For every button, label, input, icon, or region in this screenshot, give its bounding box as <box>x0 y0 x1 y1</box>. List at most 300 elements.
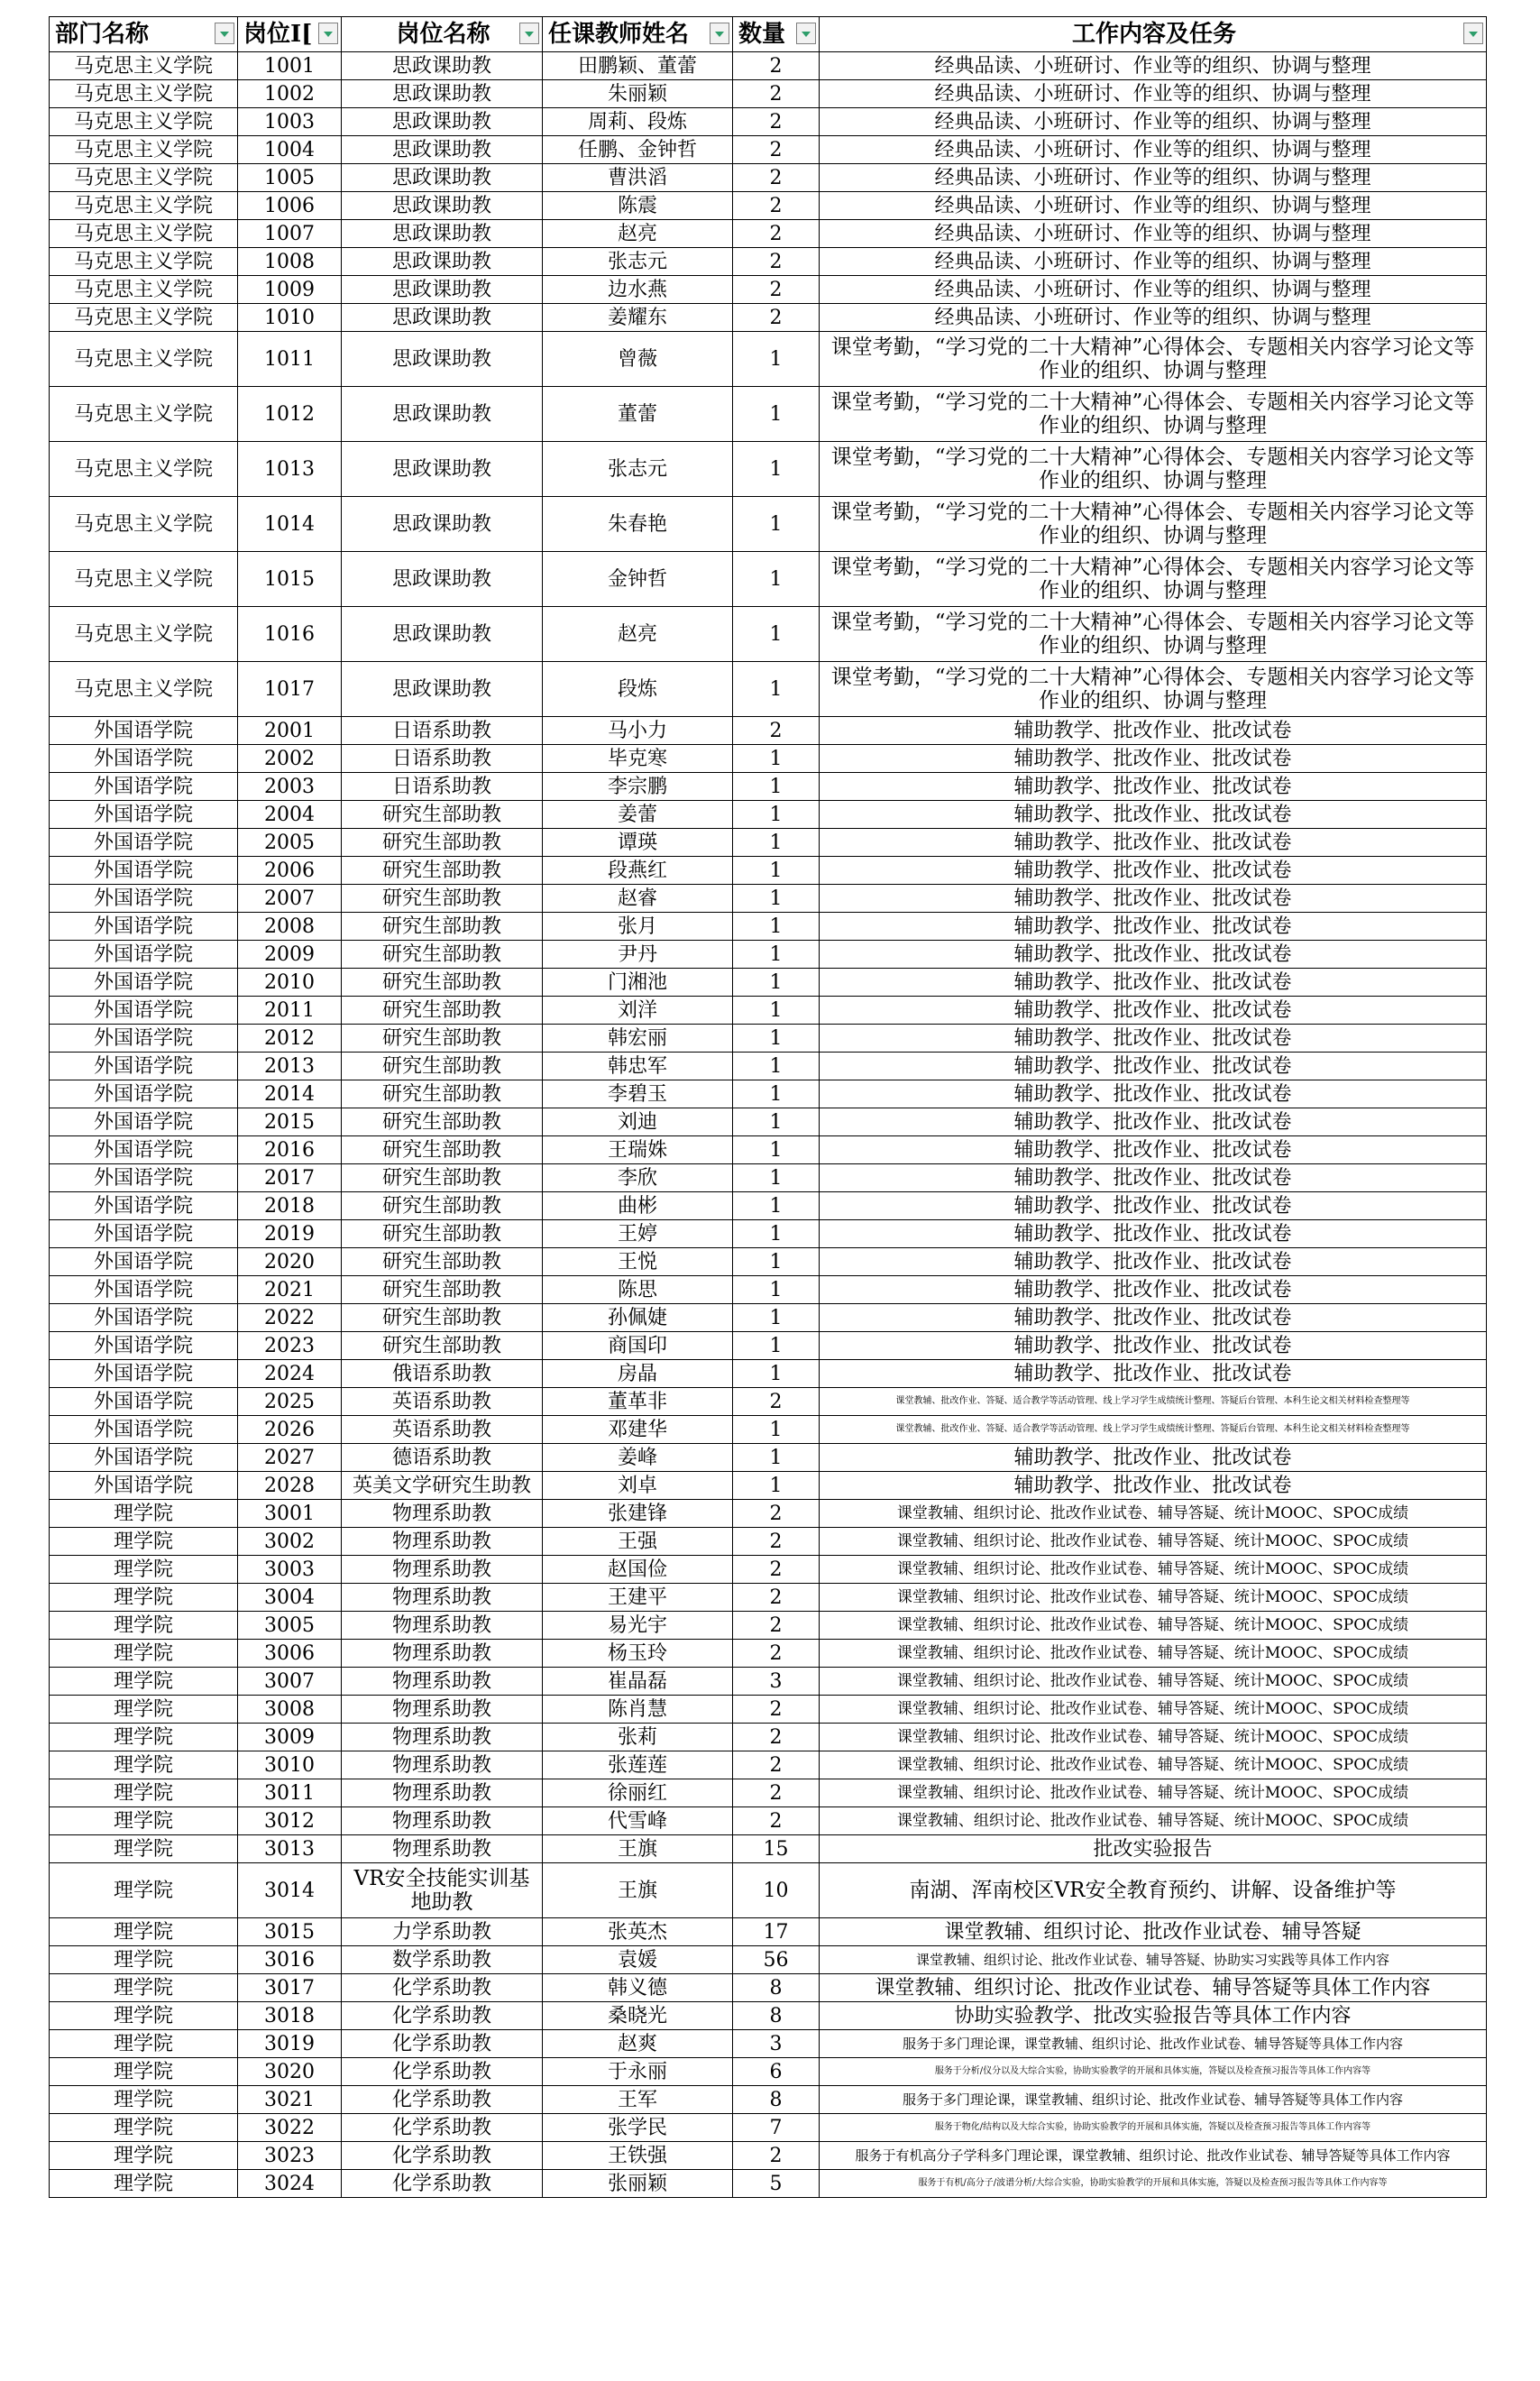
cell-post[interactable]: 研究生部助教 <box>342 1332 543 1360</box>
cell-id[interactable]: 2027 <box>238 1444 342 1472</box>
cell-count[interactable]: 2 <box>733 1640 820 1668</box>
cell-dept[interactable]: 理学院 <box>50 1807 238 1835</box>
cell-teacher[interactable]: 姜峰 <box>543 1444 733 1472</box>
cell-id[interactable]: 2021 <box>238 1276 342 1304</box>
cell-teacher[interactable]: 张月 <box>543 913 733 941</box>
cell-teacher[interactable]: 代雪峰 <box>543 1807 733 1835</box>
cell-count[interactable]: 1 <box>733 1472 820 1500</box>
cell-post[interactable]: 思政课助教 <box>342 276 543 304</box>
cell-content[interactable]: 课堂考勤，“学习党的二十大精神”心得体会、专题相关内容学习论文等作业的组织、协调与整理 <box>820 662 1487 717</box>
cell-count[interactable]: 1 <box>733 1080 820 1108</box>
cell-post[interactable]: 思政课助教 <box>342 304 543 332</box>
cell-post[interactable]: 化学系助教 <box>342 2114 543 2142</box>
cell-dept[interactable]: 理学院 <box>50 2058 238 2086</box>
cell-dept[interactable]: 马克思主义学院 <box>50 552 238 607</box>
cell-dept[interactable]: 马克思主义学院 <box>50 220 238 248</box>
cell-teacher[interactable]: 韩宏丽 <box>543 1025 733 1053</box>
cell-post[interactable]: 思政课助教 <box>342 248 543 276</box>
cell-id[interactable]: 2005 <box>238 829 342 857</box>
cell-count[interactable]: 1 <box>733 1276 820 1304</box>
cell-count[interactable]: 2 <box>733 164 820 192</box>
cell-id[interactable]: 3007 <box>238 1668 342 1696</box>
cell-post[interactable]: 研究生部助教 <box>342 1192 543 1220</box>
cell-count[interactable]: 1 <box>733 941 820 969</box>
cell-post[interactable]: 思政课助教 <box>342 387 543 442</box>
cell-post[interactable]: 日语系助教 <box>342 745 543 773</box>
cell-id[interactable]: 1001 <box>238 52 342 80</box>
cell-dept[interactable]: 马克思主义学院 <box>50 387 238 442</box>
cell-id[interactable]: 3021 <box>238 2086 342 2114</box>
cell-post[interactable]: 化学系助教 <box>342 2030 543 2058</box>
cell-dept[interactable]: 外国语学院 <box>50 1053 238 1080</box>
cell-id[interactable]: 3004 <box>238 1584 342 1612</box>
cell-content[interactable]: 课堂教辅、组织讨论、批改作业试卷、辅导答疑、统计MOOC、SPOC成绩 <box>820 1556 1487 1584</box>
cell-dept[interactable]: 外国语学院 <box>50 1276 238 1304</box>
cell-teacher[interactable]: 门湘池 <box>543 969 733 997</box>
cell-id[interactable]: 3017 <box>238 1974 342 2002</box>
cell-id[interactable]: 3012 <box>238 1807 342 1835</box>
cell-post[interactable]: 研究生部助教 <box>342 1108 543 1136</box>
cell-content[interactable]: 课堂考勤，“学习党的二十大精神”心得体会、专题相关内容学习论文等作业的组织、协调与整理 <box>820 387 1487 442</box>
cell-count[interactable]: 2 <box>733 1612 820 1640</box>
cell-teacher[interactable]: 王婷 <box>543 1220 733 1248</box>
filter-dropdown-icon[interactable] <box>710 23 729 44</box>
cell-dept[interactable]: 马克思主义学院 <box>50 497 238 552</box>
cell-post[interactable]: 思政课助教 <box>342 332 543 387</box>
cell-id[interactable]: 2019 <box>238 1220 342 1248</box>
cell-count[interactable]: 2 <box>733 717 820 745</box>
cell-post[interactable]: 研究生部助教 <box>342 1220 543 1248</box>
cell-content[interactable]: 辅助教学、批改作业、批改试卷 <box>820 1444 1487 1472</box>
cell-count[interactable]: 2 <box>733 2142 820 2170</box>
cell-dept[interactable]: 外国语学院 <box>50 829 238 857</box>
cell-dept[interactable]: 外国语学院 <box>50 1136 238 1164</box>
cell-count[interactable]: 2 <box>733 1500 820 1528</box>
cell-count[interactable]: 2 <box>733 1388 820 1416</box>
cell-dept[interactable]: 理学院 <box>50 1528 238 1556</box>
cell-dept[interactable]: 外国语学院 <box>50 1444 238 1472</box>
cell-post[interactable]: 研究生部助教 <box>342 1053 543 1080</box>
cell-id[interactable]: 1016 <box>238 607 342 662</box>
cell-id[interactable]: 3023 <box>238 2142 342 2170</box>
cell-id[interactable]: 3003 <box>238 1556 342 1584</box>
cell-teacher[interactable]: 易光宇 <box>543 1612 733 1640</box>
cell-content[interactable]: 服务于有机/高分子/波谱分析/大综合实验，协助实验教学的开展和具体实施，答疑以及检查预习报告等具体工作内容等 <box>820 2170 1487 2198</box>
cell-content[interactable]: 辅助教学、批改作业、批改试卷 <box>820 1164 1487 1192</box>
cell-content[interactable]: 服务于物化/结构以及大综合实验，协助实验教学的开展和具体实施，答疑以及检查预习报告等具体工作内容等 <box>820 2114 1487 2142</box>
cell-post[interactable]: 研究生部助教 <box>342 885 543 913</box>
cell-content[interactable]: 辅助教学、批改作业、批改试卷 <box>820 1025 1487 1053</box>
cell-post[interactable]: 物理系助教 <box>342 1612 543 1640</box>
cell-teacher[interactable]: 王建平 <box>543 1584 733 1612</box>
cell-dept[interactable]: 外国语学院 <box>50 941 238 969</box>
cell-dept[interactable]: 外国语学院 <box>50 1080 238 1108</box>
cell-teacher[interactable]: 韩义德 <box>543 1974 733 2002</box>
cell-content[interactable]: 课堂考勤，“学习党的二十大精神”心得体会、专题相关内容学习论文等作业的组织、协调与整理 <box>820 607 1487 662</box>
cell-post[interactable]: 物理系助教 <box>342 1779 543 1807</box>
cell-dept[interactable]: 外国语学院 <box>50 1360 238 1388</box>
cell-content[interactable]: 辅助教学、批改作业、批改试卷 <box>820 745 1487 773</box>
cell-teacher[interactable]: 曾薇 <box>543 332 733 387</box>
cell-teacher[interactable]: 毕克寒 <box>543 745 733 773</box>
cell-teacher[interactable]: 马小力 <box>543 717 733 745</box>
cell-teacher[interactable]: 尹丹 <box>543 941 733 969</box>
cell-content[interactable]: 课堂教辅、组织讨论、批改作业试卷、辅导答疑、统计MOOC、SPOC成绩 <box>820 1724 1487 1751</box>
cell-post[interactable]: 思政课助教 <box>342 662 543 717</box>
cell-content[interactable]: 辅助教学、批改作业、批改试卷 <box>820 1304 1487 1332</box>
cell-dept[interactable]: 理学院 <box>50 1863 238 1918</box>
cell-id[interactable]: 3024 <box>238 2170 342 2198</box>
cell-id[interactable]: 3016 <box>238 1946 342 1974</box>
cell-dept[interactable]: 外国语学院 <box>50 1304 238 1332</box>
cell-content[interactable]: 经典品读、小班研讨、作业等的组织、协调与整理 <box>820 220 1487 248</box>
cell-teacher[interactable]: 孙佩婕 <box>543 1304 733 1332</box>
cell-count[interactable]: 1 <box>733 1025 820 1053</box>
cell-post[interactable]: 日语系助教 <box>342 717 543 745</box>
cell-teacher[interactable]: 陈肖慧 <box>543 1696 733 1724</box>
cell-dept[interactable]: 外国语学院 <box>50 773 238 801</box>
cell-teacher[interactable]: 董蕾 <box>543 387 733 442</box>
cell-dept[interactable]: 理学院 <box>50 2030 238 2058</box>
cell-teacher[interactable]: 姜蕾 <box>543 801 733 829</box>
cell-teacher[interactable]: 张丽颖 <box>543 2170 733 2198</box>
cell-content[interactable]: 辅助教学、批改作业、批改试卷 <box>820 997 1487 1025</box>
cell-dept[interactable]: 马克思主义学院 <box>50 304 238 332</box>
cell-dept[interactable]: 外国语学院 <box>50 1248 238 1276</box>
cell-post[interactable]: 物理系助教 <box>342 1751 543 1779</box>
cell-teacher[interactable]: 韩忠军 <box>543 1053 733 1080</box>
cell-count[interactable]: 2 <box>733 304 820 332</box>
cell-teacher[interactable]: 张学民 <box>543 2114 733 2142</box>
cell-post[interactable]: 思政课助教 <box>342 607 543 662</box>
cell-id[interactable]: 1010 <box>238 304 342 332</box>
cell-teacher[interactable]: 张莉 <box>543 1724 733 1751</box>
cell-post[interactable]: 化学系助教 <box>342 2142 543 2170</box>
cell-post[interactable]: 思政课助教 <box>342 52 543 80</box>
cell-id[interactable]: 3001 <box>238 1500 342 1528</box>
cell-dept[interactable]: 理学院 <box>50 1724 238 1751</box>
cell-count[interactable]: 2 <box>733 276 820 304</box>
cell-dept[interactable]: 外国语学院 <box>50 717 238 745</box>
cell-teacher[interactable]: 于永丽 <box>543 2058 733 2086</box>
cell-teacher[interactable]: 王铁强 <box>543 2142 733 2170</box>
cell-id[interactable]: 3019 <box>238 2030 342 2058</box>
cell-id[interactable]: 2010 <box>238 969 342 997</box>
cell-id[interactable]: 3011 <box>238 1779 342 1807</box>
cell-teacher[interactable]: 曹洪滔 <box>543 164 733 192</box>
cell-count[interactable]: 1 <box>733 773 820 801</box>
cell-post[interactable]: 研究生部助教 <box>342 913 543 941</box>
cell-id[interactable]: 2016 <box>238 1136 342 1164</box>
cell-content[interactable]: 经典品读、小班研讨、作业等的组织、协调与整理 <box>820 276 1487 304</box>
cell-content[interactable]: 辅助教学、批改作业、批改试卷 <box>820 1276 1487 1304</box>
cell-content[interactable]: 课堂教辅、组织讨论、批改作业试卷、辅导答疑、统计MOOC、SPOC成绩 <box>820 1751 1487 1779</box>
cell-post[interactable]: 思政课助教 <box>342 192 543 220</box>
cell-count[interactable]: 1 <box>733 1192 820 1220</box>
cell-dept[interactable]: 理学院 <box>50 2170 238 2198</box>
cell-id[interactable]: 3002 <box>238 1528 342 1556</box>
cell-dept[interactable]: 马克思主义学院 <box>50 248 238 276</box>
cell-content[interactable]: 辅助教学、批改作业、批改试卷 <box>820 717 1487 745</box>
cell-id[interactable]: 2002 <box>238 745 342 773</box>
cell-post[interactable]: 研究生部助教 <box>342 801 543 829</box>
cell-teacher[interactable]: 段燕红 <box>543 857 733 885</box>
cell-dept[interactable]: 外国语学院 <box>50 1220 238 1248</box>
cell-teacher[interactable]: 邓建华 <box>543 1416 733 1444</box>
cell-content[interactable]: 经典品读、小班研讨、作业等的组织、协调与整理 <box>820 192 1487 220</box>
cell-teacher[interactable]: 李碧玉 <box>543 1080 733 1108</box>
cell-count[interactable]: 1 <box>733 1220 820 1248</box>
cell-dept[interactable]: 理学院 <box>50 1640 238 1668</box>
cell-count[interactable]: 3 <box>733 2030 820 2058</box>
cell-id[interactable]: 3022 <box>238 2114 342 2142</box>
cell-content[interactable]: 辅助教学、批改作业、批改试卷 <box>820 885 1487 913</box>
cell-count[interactable]: 1 <box>733 1108 820 1136</box>
cell-post[interactable]: 思政课助教 <box>342 136 543 164</box>
cell-id[interactable]: 2004 <box>238 801 342 829</box>
cell-id[interactable]: 2028 <box>238 1472 342 1500</box>
cell-content[interactable]: 课堂教辅、组织讨论、批改作业试卷、辅导答疑 <box>820 1918 1487 1946</box>
cell-count[interactable]: 2 <box>733 220 820 248</box>
cell-count[interactable]: 1 <box>733 857 820 885</box>
cell-content[interactable]: 课堂教辅、组织讨论、批改作业试卷、辅导答疑、统计MOOC、SPOC成绩 <box>820 1584 1487 1612</box>
cell-teacher[interactable]: 崔晶磊 <box>543 1668 733 1696</box>
cell-post[interactable]: 物理系助教 <box>342 1835 543 1863</box>
cell-count[interactable]: 2 <box>733 1696 820 1724</box>
cell-teacher[interactable]: 周莉、段炼 <box>543 108 733 136</box>
cell-dept[interactable]: 外国语学院 <box>50 1025 238 1053</box>
cell-id[interactable]: 3020 <box>238 2058 342 2086</box>
cell-teacher[interactable]: 赵亮 <box>543 220 733 248</box>
cell-teacher[interactable]: 曲彬 <box>543 1192 733 1220</box>
cell-teacher[interactable]: 段炼 <box>543 662 733 717</box>
cell-count[interactable]: 15 <box>733 1835 820 1863</box>
cell-content[interactable]: 课堂考勤，“学习党的二十大精神”心得体会、专题相关内容学习论文等作业的组织、协调与整理 <box>820 332 1487 387</box>
cell-content[interactable]: 辅助教学、批改作业、批改试卷 <box>820 829 1487 857</box>
cell-count[interactable]: 7 <box>733 2114 820 2142</box>
cell-dept[interactable]: 理学院 <box>50 1500 238 1528</box>
cell-content[interactable]: 辅助教学、批改作业、批改试卷 <box>820 857 1487 885</box>
cell-count[interactable]: 8 <box>733 2086 820 2114</box>
cell-content[interactable]: 辅助教学、批改作业、批改试卷 <box>820 969 1487 997</box>
cell-teacher[interactable]: 徐丽红 <box>543 1779 733 1807</box>
cell-dept[interactable]: 马克思主义学院 <box>50 136 238 164</box>
cell-post[interactable]: 物理系助教 <box>342 1668 543 1696</box>
cell-count[interactable]: 1 <box>733 829 820 857</box>
cell-content[interactable]: 经典品读、小班研讨、作业等的组织、协调与整理 <box>820 52 1487 80</box>
cell-dept[interactable]: 外国语学院 <box>50 801 238 829</box>
cell-count[interactable]: 1 <box>733 969 820 997</box>
cell-id[interactable]: 3009 <box>238 1724 342 1751</box>
cell-content[interactable]: 课堂教辅、批改作业、答疑、适合教学等活动管理、线上学习学生成绩统计整理、答疑后台管理、本科生论文相关材料检查整理等 <box>820 1416 1487 1444</box>
cell-post[interactable]: 物理系助教 <box>342 1500 543 1528</box>
cell-id[interactable]: 1013 <box>238 442 342 497</box>
cell-count[interactable]: 2 <box>733 1584 820 1612</box>
cell-dept[interactable]: 理学院 <box>50 1974 238 2002</box>
cell-id[interactable]: 2023 <box>238 1332 342 1360</box>
cell-post[interactable]: 研究生部助教 <box>342 941 543 969</box>
cell-dept[interactable]: 外国语学院 <box>50 1332 238 1360</box>
cell-post[interactable]: VR安全技能实训基地助教 <box>342 1863 543 1918</box>
cell-id[interactable]: 3010 <box>238 1751 342 1779</box>
cell-id[interactable]: 2011 <box>238 997 342 1025</box>
cell-teacher[interactable]: 陈思 <box>543 1276 733 1304</box>
cell-count[interactable]: 2 <box>733 108 820 136</box>
cell-count[interactable]: 2 <box>733 52 820 80</box>
cell-content[interactable]: 协助实验教学、批改实验报告等具体工作内容 <box>820 2002 1487 2030</box>
cell-count[interactable]: 2 <box>733 1528 820 1556</box>
cell-post[interactable]: 物理系助教 <box>342 1807 543 1835</box>
cell-teacher[interactable]: 朱春艳 <box>543 497 733 552</box>
cell-content[interactable]: 课堂教辅、组织讨论、批改作业试卷、辅导答疑、统计MOOC、SPOC成绩 <box>820 1528 1487 1556</box>
cell-teacher[interactable]: 朱丽颖 <box>543 80 733 108</box>
cell-dept[interactable]: 马克思主义学院 <box>50 108 238 136</box>
cell-post[interactable]: 思政课助教 <box>342 497 543 552</box>
cell-content[interactable]: 课堂教辅、组织讨论、批改作业试卷、辅导答疑、统计MOOC、SPOC成绩 <box>820 1668 1487 1696</box>
cell-dept[interactable]: 理学院 <box>50 1584 238 1612</box>
cell-post[interactable]: 物理系助教 <box>342 1528 543 1556</box>
cell-teacher[interactable]: 刘洋 <box>543 997 733 1025</box>
cell-content[interactable]: 辅助教学、批改作业、批改试卷 <box>820 1220 1487 1248</box>
cell-teacher[interactable]: 房晶 <box>543 1360 733 1388</box>
cell-id[interactable]: 1006 <box>238 192 342 220</box>
cell-content[interactable]: 经典品读、小班研讨、作业等的组织、协调与整理 <box>820 136 1487 164</box>
cell-count[interactable]: 1 <box>733 1136 820 1164</box>
cell-post[interactable]: 英语系助教 <box>342 1416 543 1444</box>
cell-count[interactable]: 2 <box>733 1751 820 1779</box>
cell-id[interactable]: 1002 <box>238 80 342 108</box>
cell-post[interactable]: 化学系助教 <box>342 2086 543 2114</box>
filter-dropdown-icon[interactable] <box>519 23 539 44</box>
cell-count[interactable]: 1 <box>733 913 820 941</box>
cell-dept[interactable]: 外国语学院 <box>50 1472 238 1500</box>
cell-count[interactable]: 2 <box>733 136 820 164</box>
cell-content[interactable]: 课堂考勤，“学习党的二十大精神”心得体会、专题相关内容学习论文等作业的组织、协调与整理 <box>820 442 1487 497</box>
cell-content[interactable]: 课堂教辅、组织讨论、批改作业试卷、辅导答疑、统计MOOC、SPOC成绩 <box>820 1640 1487 1668</box>
cell-dept[interactable]: 理学院 <box>50 1946 238 1974</box>
cell-count[interactable]: 1 <box>733 885 820 913</box>
cell-teacher[interactable]: 刘迪 <box>543 1108 733 1136</box>
cell-count[interactable]: 1 <box>733 801 820 829</box>
cell-count[interactable]: 17 <box>733 1918 820 1946</box>
cell-content[interactable]: 服务于有机高分子学科多门理论课，课堂教辅、组织讨论、批改作业试卷、辅导答疑等具体工作内容 <box>820 2142 1487 2170</box>
cell-teacher[interactable]: 姜耀东 <box>543 304 733 332</box>
cell-teacher[interactable]: 边水燕 <box>543 276 733 304</box>
cell-dept[interactable]: 马克思主义学院 <box>50 164 238 192</box>
cell-count[interactable]: 5 <box>733 2170 820 2198</box>
cell-content[interactable]: 课堂教辅、组织讨论、批改作业试卷、辅导答疑、统计MOOC、SPOC成绩 <box>820 1807 1487 1835</box>
cell-dept[interactable]: 外国语学院 <box>50 857 238 885</box>
cell-post[interactable]: 德语系助教 <box>342 1444 543 1472</box>
cell-id[interactable]: 2012 <box>238 1025 342 1053</box>
cell-id[interactable]: 1005 <box>238 164 342 192</box>
cell-id[interactable]: 3008 <box>238 1696 342 1724</box>
cell-content[interactable]: 服务于多门理论课，课堂教辅、组织讨论、批改作业试卷、辅导答疑等具体工作内容 <box>820 2086 1487 2114</box>
cell-id[interactable]: 2024 <box>238 1360 342 1388</box>
cell-teacher[interactable]: 商国印 <box>543 1332 733 1360</box>
cell-count[interactable]: 1 <box>733 1416 820 1444</box>
cell-content[interactable]: 辅助教学、批改作业、批改试卷 <box>820 913 1487 941</box>
cell-count[interactable]: 3 <box>733 1668 820 1696</box>
cell-count[interactable]: 2 <box>733 192 820 220</box>
cell-id[interactable]: 2015 <box>238 1108 342 1136</box>
cell-post[interactable]: 研究生部助教 <box>342 1164 543 1192</box>
cell-dept[interactable]: 外国语学院 <box>50 1388 238 1416</box>
cell-post[interactable]: 俄语系助教 <box>342 1360 543 1388</box>
cell-post[interactable]: 研究生部助教 <box>342 829 543 857</box>
cell-content[interactable]: 课堂教辅、组织讨论、批改作业试卷、辅导答疑、统计MOOC、SPOC成绩 <box>820 1779 1487 1807</box>
cell-content[interactable]: 课堂教辅、批改作业、答疑、适合教学等活动管理、线上学习学生成绩统计整理、答疑后台管理、本科生论文相关材料检查整理等 <box>820 1388 1487 1416</box>
cell-count[interactable]: 1 <box>733 1053 820 1080</box>
cell-teacher[interactable]: 张莲莲 <box>543 1751 733 1779</box>
cell-teacher[interactable]: 赵爽 <box>543 2030 733 2058</box>
cell-content[interactable]: 辅助教学、批改作业、批改试卷 <box>820 801 1487 829</box>
cell-dept[interactable]: 理学院 <box>50 1779 238 1807</box>
filter-dropdown-icon[interactable] <box>1463 23 1483 44</box>
cell-id[interactable]: 1012 <box>238 387 342 442</box>
cell-post[interactable]: 研究生部助教 <box>342 1304 543 1332</box>
cell-post[interactable]: 思政课助教 <box>342 552 543 607</box>
cell-id[interactable]: 2022 <box>238 1304 342 1332</box>
cell-teacher[interactable]: 王瑞姝 <box>543 1136 733 1164</box>
cell-id[interactable]: 2017 <box>238 1164 342 1192</box>
cell-count[interactable]: 2 <box>733 1724 820 1751</box>
cell-teacher[interactable]: 田鹏颖、董蕾 <box>543 52 733 80</box>
cell-id[interactable]: 3015 <box>238 1918 342 1946</box>
cell-content[interactable]: 经典品读、小班研讨、作业等的组织、协调与整理 <box>820 248 1487 276</box>
cell-count[interactable]: 2 <box>733 248 820 276</box>
cell-post[interactable]: 研究生部助教 <box>342 1248 543 1276</box>
cell-post[interactable]: 数学系助教 <box>342 1946 543 1974</box>
cell-content[interactable]: 辅助教学、批改作业、批改试卷 <box>820 1136 1487 1164</box>
filter-dropdown-icon[interactable] <box>796 23 816 44</box>
cell-teacher[interactable]: 陈震 <box>543 192 733 220</box>
cell-content[interactable]: 经典品读、小班研讨、作业等的组织、协调与整理 <box>820 164 1487 192</box>
cell-content[interactable]: 辅助教学、批改作业、批改试卷 <box>820 1472 1487 1500</box>
cell-dept[interactable]: 理学院 <box>50 1835 238 1863</box>
cell-id[interactable]: 2014 <box>238 1080 342 1108</box>
cell-post[interactable]: 英语系助教 <box>342 1388 543 1416</box>
cell-post[interactable]: 化学系助教 <box>342 1974 543 2002</box>
cell-teacher[interactable]: 刘卓 <box>543 1472 733 1500</box>
cell-teacher[interactable]: 张英杰 <box>543 1918 733 1946</box>
cell-post[interactable]: 思政课助教 <box>342 442 543 497</box>
cell-dept[interactable]: 马克思主义学院 <box>50 332 238 387</box>
cell-teacher[interactable]: 张志元 <box>543 248 733 276</box>
cell-teacher[interactable]: 桑晓光 <box>543 2002 733 2030</box>
cell-id[interactable]: 1007 <box>238 220 342 248</box>
cell-dept[interactable]: 外国语学院 <box>50 885 238 913</box>
cell-id[interactable]: 1015 <box>238 552 342 607</box>
cell-dept[interactable]: 理学院 <box>50 2086 238 2114</box>
cell-count[interactable]: 1 <box>733 662 820 717</box>
cell-dept[interactable]: 理学院 <box>50 1556 238 1584</box>
cell-teacher[interactable]: 张建锋 <box>543 1500 733 1528</box>
cell-id[interactable]: 2026 <box>238 1416 342 1444</box>
cell-post[interactable]: 化学系助教 <box>342 2058 543 2086</box>
cell-content[interactable]: 课堂教辅、组织讨论、批改作业试卷、辅导答疑、协助实习实践等具体工作内容 <box>820 1946 1487 1974</box>
cell-content[interactable]: 经典品读、小班研讨、作业等的组织、协调与整理 <box>820 80 1487 108</box>
cell-dept[interactable]: 马克思主义学院 <box>50 192 238 220</box>
cell-dept[interactable]: 理学院 <box>50 2002 238 2030</box>
cell-dept[interactable]: 理学院 <box>50 2142 238 2170</box>
cell-count[interactable]: 2 <box>733 80 820 108</box>
cell-count[interactable]: 1 <box>733 1332 820 1360</box>
cell-dept[interactable]: 理学院 <box>50 1612 238 1640</box>
cell-teacher[interactable]: 董革非 <box>543 1388 733 1416</box>
cell-count[interactable]: 1 <box>733 332 820 387</box>
cell-teacher[interactable]: 王军 <box>543 2086 733 2114</box>
